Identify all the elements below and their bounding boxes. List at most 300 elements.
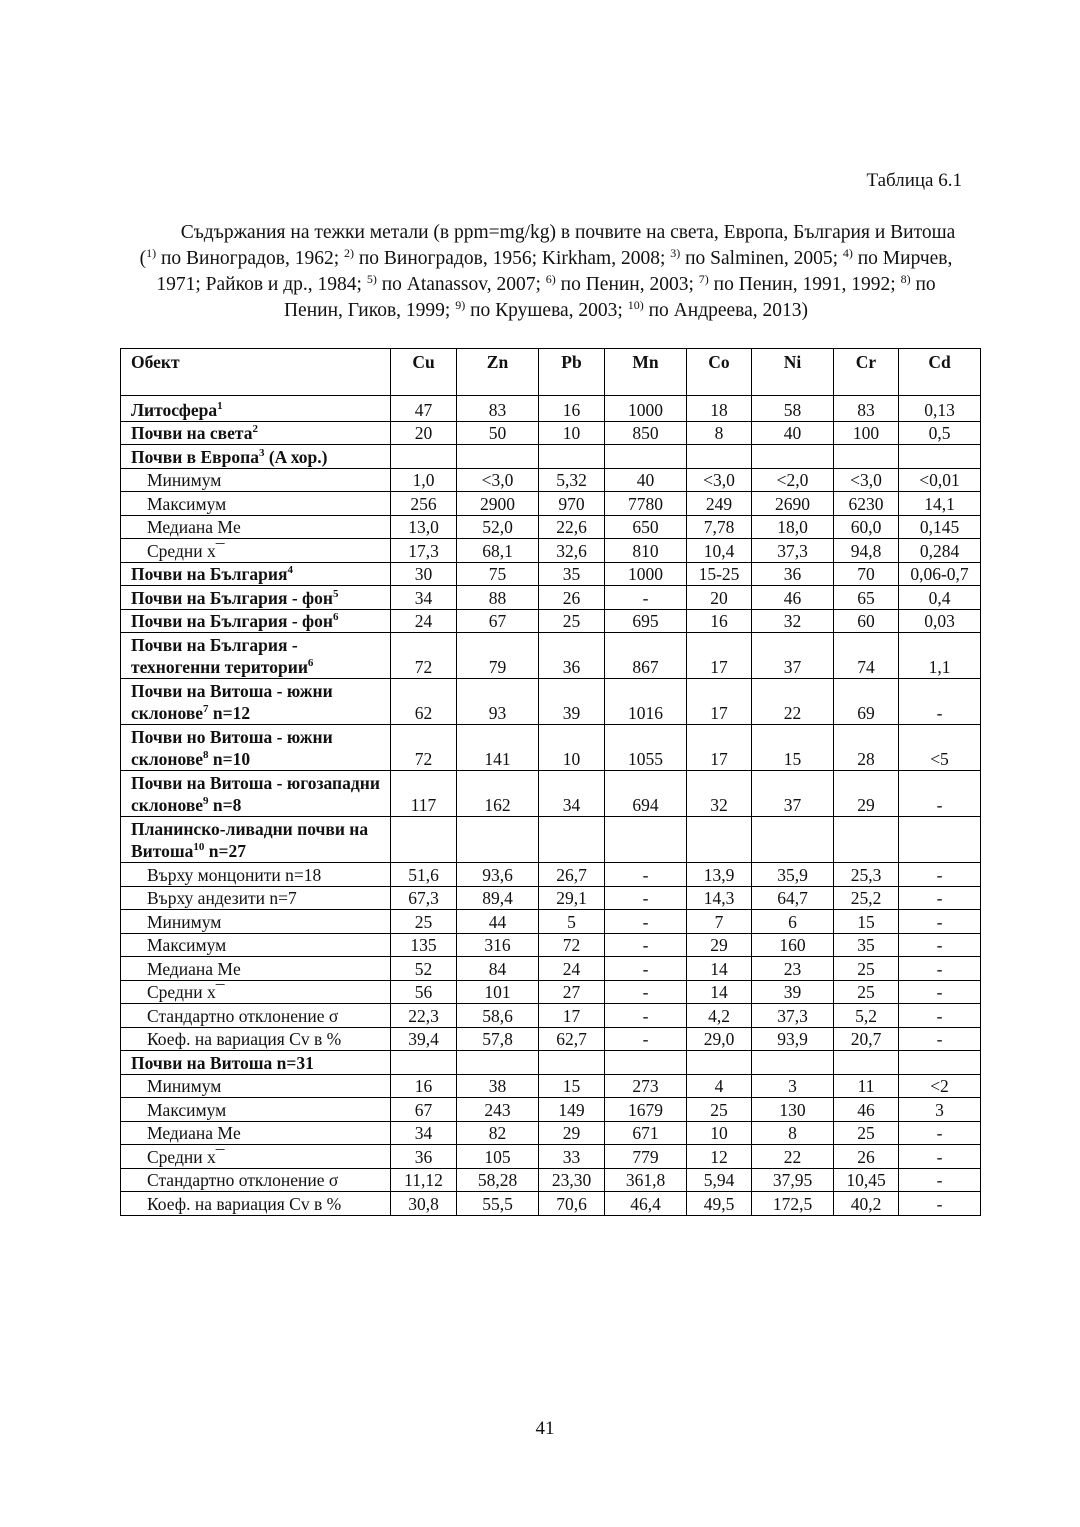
cell-pb: 72	[539, 933, 605, 957]
header-zn: Zn	[457, 349, 539, 396]
row-label-ref: 9	[203, 795, 209, 807]
row-label-suffix: n=8	[208, 795, 242, 815]
cell-ni: 37	[752, 771, 834, 817]
caption-ref-number: 8)	[900, 272, 911, 286]
cell-cr	[834, 1051, 899, 1075]
cell-ni: 172,5	[752, 1192, 834, 1216]
cell-cr: 15	[834, 910, 899, 934]
cell-mn: 40	[605, 468, 687, 492]
row-label-text: Почви на Витоша - югозападни склонове	[131, 773, 380, 815]
cell-pb: 24	[539, 957, 605, 981]
row-label-text: Върху монцонити n=18	[147, 864, 322, 885]
cell-co: 249	[687, 492, 752, 516]
cell-co: 4,2	[687, 1004, 752, 1028]
table-row	[121, 1168, 981, 1192]
row-label-text: Литосфера	[131, 399, 218, 420]
table-row	[121, 957, 981, 981]
cell-cd: -	[899, 771, 981, 817]
cell-pb: 16	[539, 396, 605, 422]
cell-cu: 34	[391, 586, 457, 610]
cell-pb: 970	[539, 492, 605, 516]
header-cr: Cr	[834, 349, 899, 396]
cell-co: 14,3	[687, 886, 752, 910]
header-mn: Mn	[605, 349, 687, 396]
cell-pb	[539, 1051, 605, 1075]
cell-co: 29	[687, 933, 752, 957]
cell-ni: 8	[752, 1121, 834, 1145]
cell-pb: 26,7	[539, 863, 605, 887]
cell-mn	[605, 1051, 687, 1075]
cell-ni: 6	[752, 910, 834, 934]
table-row	[121, 933, 981, 957]
cell-cu	[391, 817, 457, 863]
cell-cu: 56	[391, 980, 457, 1004]
caption-ref-number: 6)	[545, 272, 556, 286]
caption-ref-text: по Андреева, 2013)	[643, 300, 809, 321]
row-label-text: Коеф. на вариация Cv в %	[147, 1193, 342, 1214]
row-label-text: Медиана Me	[147, 1123, 241, 1143]
cell-cr: 25,2	[834, 886, 899, 910]
cell-mn: -	[605, 1004, 687, 1028]
cell-cd: 0,06-0,7	[899, 562, 981, 586]
cell-pb: 29	[539, 1121, 605, 1145]
caption-ref-number: 2)	[343, 246, 354, 260]
cell-zn: 58,28	[457, 1168, 539, 1192]
caption-ref-number: 1)	[146, 246, 157, 260]
cell-ni	[752, 817, 834, 863]
row-label-text: Почви на Витоша n=31	[131, 1052, 314, 1073]
cell-mn: 7780	[605, 492, 687, 516]
header-object: Обект	[121, 349, 391, 396]
row-label	[121, 633, 391, 679]
cell-cr: 70	[834, 562, 899, 586]
cell-cu: 34	[391, 1121, 457, 1145]
cell-cd: -	[899, 1192, 981, 1216]
table-row	[121, 1192, 981, 1216]
caption-ref-number: 10)	[627, 298, 644, 312]
cell-pb: 62,7	[539, 1027, 605, 1051]
cell-ni: 32	[752, 609, 834, 633]
cell-cu: 16	[391, 1074, 457, 1098]
cell-co: 29,0	[687, 1027, 752, 1051]
cell-pb: 10	[539, 725, 605, 771]
cell-cd: 0,03	[899, 609, 981, 633]
cell-mn: 1000	[605, 396, 687, 422]
cell-ni: 93,9	[752, 1027, 834, 1051]
cell-cr: 74	[834, 633, 899, 679]
cell-mn: -	[605, 1027, 687, 1051]
cell-zn: 58,6	[457, 1004, 539, 1028]
cell-cu: 17,3	[391, 539, 457, 563]
cell-co: 13,9	[687, 863, 752, 887]
cell-co: 4	[687, 1074, 752, 1098]
row-label-text: Минимум	[147, 1076, 222, 1096]
row-label	[121, 492, 391, 516]
cell-cu: 20	[391, 421, 457, 445]
cell-zn: 89,4	[457, 886, 539, 910]
cell-mn: -	[605, 863, 687, 887]
table-row	[121, 1004, 981, 1028]
cell-pb: 36	[539, 633, 605, 679]
cell-co: 7	[687, 910, 752, 934]
table-row	[121, 609, 981, 633]
caption-ref-number: 7)	[698, 272, 709, 286]
cell-cd: 14,1	[899, 492, 981, 516]
table-row	[121, 886, 981, 910]
cell-mn: 273	[605, 1074, 687, 1098]
row-label	[121, 1074, 391, 1098]
cell-mn: 695	[605, 609, 687, 633]
cell-pb: 29,1	[539, 886, 605, 910]
cell-co: 49,5	[687, 1192, 752, 1216]
cell-co: 7,78	[687, 515, 752, 539]
cell-cr: 28	[834, 725, 899, 771]
cell-zn: 316	[457, 933, 539, 957]
table-row	[121, 771, 981, 817]
table-row	[121, 1098, 981, 1122]
row-label-text: Почви на Витоша - южни склонове	[131, 681, 333, 723]
row-label-suffix: n=27	[204, 841, 246, 861]
row-label-text: Планинско-ливадни почви на Витоша	[131, 819, 369, 861]
row-label-text: Почви но Витоша - южни склонове	[131, 727, 333, 769]
row-label-ref: 2	[252, 423, 258, 435]
caption-ref-number: 3)	[670, 246, 681, 260]
cell-cr: 25	[834, 980, 899, 1004]
cell-cu: 72	[391, 633, 457, 679]
cell-zn	[457, 445, 539, 469]
row-label	[121, 725, 391, 771]
cell-mn: 850	[605, 421, 687, 445]
cell-co: 10,4	[687, 539, 752, 563]
cell-zn: 67	[457, 609, 539, 633]
cell-zn: 101	[457, 980, 539, 1004]
cell-zn: 93	[457, 679, 539, 725]
cell-pb: 10	[539, 421, 605, 445]
row-label-ref: 8	[203, 749, 209, 761]
cell-zn: 162	[457, 771, 539, 817]
cell-cd: -	[899, 1121, 981, 1145]
cell-cd	[899, 817, 981, 863]
caption-ref-text: по Atanassov, 2007;	[376, 274, 546, 295]
cell-pb: 34	[539, 771, 605, 817]
table-header-row	[121, 349, 981, 396]
table-row	[121, 586, 981, 610]
cell-ni: 18,0	[752, 515, 834, 539]
row-label-text: Коеф. на вариация Cv в %	[147, 1029, 342, 1049]
cell-cd: <0,01	[899, 468, 981, 492]
cell-cu: 39,4	[391, 1027, 457, 1051]
cell-ni: 23	[752, 957, 834, 981]
cell-co: 15-25	[687, 562, 752, 586]
cell-co	[687, 1051, 752, 1075]
cell-cd: <2	[899, 1074, 981, 1098]
cell-cr: 26	[834, 1145, 899, 1169]
cell-cd: -	[899, 886, 981, 910]
cell-co: 18	[687, 396, 752, 422]
row-label-ref: 6	[333, 611, 339, 623]
cell-pb: 32,6	[539, 539, 605, 563]
row-label-text: Почви на България - фон	[131, 611, 333, 631]
cell-ni: 3	[752, 1074, 834, 1098]
cell-cr: 11	[834, 1074, 899, 1098]
cell-cd: 0,284	[899, 539, 981, 563]
row-label	[121, 886, 391, 910]
cell-zn: 68,1	[457, 539, 539, 563]
table-row	[121, 679, 981, 725]
row-label-text: Максимум	[147, 493, 227, 514]
cell-pb	[539, 445, 605, 469]
cell-co: <3,0	[687, 468, 752, 492]
caption-ref-text: по Мирчев, 1971; Райков и др., 1984;	[156, 248, 953, 295]
row-label-ref: 4	[287, 564, 293, 576]
row-label-text: Почви на света	[131, 423, 253, 443]
table-row	[121, 445, 981, 469]
cell-mn: 867	[605, 633, 687, 679]
cell-pb: 39	[539, 679, 605, 725]
cell-cu: 25	[391, 910, 457, 934]
cell-cu	[391, 1051, 457, 1075]
cell-cr: 60	[834, 609, 899, 633]
cell-pb: 26	[539, 586, 605, 610]
cell-cd: 0,145	[899, 515, 981, 539]
cell-cr: 83	[834, 396, 899, 422]
cell-cu: 36	[391, 1145, 457, 1169]
cell-cu: 47	[391, 396, 457, 422]
table-row	[121, 515, 981, 539]
row-label	[121, 771, 391, 817]
table-label: Таблица 6.1	[866, 170, 962, 191]
cell-mn: -	[605, 586, 687, 610]
cell-pb: 25	[539, 609, 605, 633]
cell-cd: -	[899, 1168, 981, 1192]
cell-ni: 46	[752, 586, 834, 610]
cell-cr: 10,45	[834, 1168, 899, 1192]
cell-zn: <3,0	[457, 468, 539, 492]
row-label-text: Медиана Me	[147, 958, 241, 979]
cell-cr: <3,0	[834, 468, 899, 492]
cell-zn: 79	[457, 633, 539, 679]
cell-zn: 55,5	[457, 1192, 539, 1216]
cell-zn: 38	[457, 1074, 539, 1098]
cell-mn: 810	[605, 539, 687, 563]
cell-cu: 117	[391, 771, 457, 817]
row-label-text: Максимум	[147, 1099, 227, 1120]
cell-cu: 1,0	[391, 468, 457, 492]
cell-cd: 3	[899, 1098, 981, 1122]
table-row	[121, 910, 981, 934]
cell-ni: 37,3	[752, 539, 834, 563]
caption-intro: Съдържания на тежки метали (в ppm=mg/kg) в почвите на света, Европа, България и Витоша (	[139, 222, 956, 269]
cell-cu: 72	[391, 725, 457, 771]
table-caption	[128, 220, 964, 324]
cell-ni: 160	[752, 933, 834, 957]
cell-cu: 30,8	[391, 1192, 457, 1216]
cell-cr: 6230	[834, 492, 899, 516]
row-label-ref: 3	[258, 446, 265, 459]
cell-ni: 2690	[752, 492, 834, 516]
cell-cu: 30	[391, 562, 457, 586]
cell-pb	[539, 817, 605, 863]
cell-cr: 65	[834, 586, 899, 610]
cell-ni	[752, 1051, 834, 1075]
cell-ni: 15	[752, 725, 834, 771]
table-row	[121, 1051, 981, 1075]
row-label	[121, 539, 391, 563]
row-label	[121, 586, 391, 610]
cell-co: 32	[687, 771, 752, 817]
cell-zn: 82	[457, 1121, 539, 1145]
table-row	[121, 1121, 981, 1145]
row-label	[121, 1051, 391, 1075]
row-label	[121, 468, 391, 492]
cell-mn: -	[605, 886, 687, 910]
cell-cu: 62	[391, 679, 457, 725]
row-label	[121, 562, 391, 586]
cell-cu: 67	[391, 1098, 457, 1122]
cell-mn: 46,4	[605, 1192, 687, 1216]
cell-ni: 22	[752, 1145, 834, 1169]
caption-ref-text: по Пенин, 1991, 1992;	[708, 274, 901, 295]
cell-co: 8	[687, 421, 752, 445]
cell-ni: 36	[752, 562, 834, 586]
cell-pb: 15	[539, 1074, 605, 1098]
caption-ref-number: 9)	[455, 298, 466, 312]
row-label	[121, 863, 391, 887]
row-label-ref: 6	[307, 657, 314, 669]
cell-pb: 35	[539, 562, 605, 586]
cell-cd: -	[899, 910, 981, 934]
table-row	[121, 863, 981, 887]
cell-pb: 27	[539, 980, 605, 1004]
cell-co: 17	[687, 725, 752, 771]
caption-ref-number: 5)	[366, 272, 377, 286]
cell-mn: 361,8	[605, 1168, 687, 1192]
row-label	[121, 1168, 391, 1192]
cell-cd: -	[899, 679, 981, 725]
row-label-suffix: n=12	[208, 703, 251, 723]
caption-ref-text: по Виноградов, 1956; Kirkham, 2008;	[353, 248, 671, 269]
cell-cu: 256	[391, 492, 457, 516]
cell-mn	[605, 817, 687, 863]
cell-cr: 46	[834, 1098, 899, 1122]
row-label-text: Максимум	[147, 935, 227, 955]
row-label	[121, 1192, 391, 1216]
table-row	[121, 468, 981, 492]
row-label-text: Почви на България - техногенни територии	[131, 635, 308, 677]
cell-ni: 37,95	[752, 1168, 834, 1192]
cell-ni: 64,7	[752, 886, 834, 910]
cell-mn: 1055	[605, 725, 687, 771]
table-row	[121, 1145, 981, 1169]
cell-mn: 1679	[605, 1098, 687, 1122]
row-label	[121, 1098, 391, 1122]
cell-pb: 70,6	[539, 1192, 605, 1216]
row-label	[121, 910, 391, 934]
header-cu: Cu	[391, 349, 457, 396]
cell-cr: 29	[834, 771, 899, 817]
cell-co: 14	[687, 957, 752, 981]
row-label-ref: 7	[203, 703, 209, 715]
caption-ref-text: по Salminen, 2005;	[680, 248, 843, 269]
cell-mn: -	[605, 957, 687, 981]
cell-cd: 0,5	[899, 421, 981, 445]
header-co: Co	[687, 349, 752, 396]
cell-cd: -	[899, 980, 981, 1004]
cell-cd: 0,4	[899, 586, 981, 610]
cell-ni: 58	[752, 396, 834, 422]
cell-zn: 105	[457, 1145, 539, 1169]
cell-co: 10	[687, 1121, 752, 1145]
cell-cu	[391, 445, 457, 469]
cell-co	[687, 445, 752, 469]
row-label	[121, 957, 391, 981]
cell-cu: 135	[391, 933, 457, 957]
cell-cr: 25	[834, 957, 899, 981]
cell-zn: 93,6	[457, 863, 539, 887]
heavy-metals-table	[120, 348, 981, 1216]
caption-ref-text: по Пенин, 2003;	[555, 274, 699, 295]
row-label	[121, 679, 391, 725]
cell-co: 20	[687, 586, 752, 610]
caption-ref-text: по Виноградов, 1962;	[156, 248, 344, 269]
row-label-text: Почви в Европа	[131, 446, 259, 467]
cell-mn: -	[605, 980, 687, 1004]
row-label	[121, 817, 391, 863]
cell-ni: 39	[752, 980, 834, 1004]
header-cd: Cd	[899, 349, 981, 396]
cell-ni	[752, 445, 834, 469]
cell-zn: 141	[457, 725, 539, 771]
cell-cr: 60,0	[834, 515, 899, 539]
cell-pb: 17	[539, 1004, 605, 1028]
row-label-text: Стандартно отклонение σ	[147, 1005, 339, 1026]
cell-cd: -	[899, 957, 981, 981]
cell-pb: 149	[539, 1098, 605, 1122]
row-label	[121, 1121, 391, 1145]
cell-mn: 1016	[605, 679, 687, 725]
cell-cr: 100	[834, 421, 899, 445]
cell-pb: 5,32	[539, 468, 605, 492]
row-label	[121, 396, 391, 422]
cell-cr: 69	[834, 679, 899, 725]
row-label-text: Почви на България - фон	[131, 587, 333, 608]
cell-cr: 25,3	[834, 863, 899, 887]
row-label	[121, 980, 391, 1004]
cell-zn	[457, 1051, 539, 1075]
caption-ref-number: 4)	[842, 246, 853, 260]
row-label-text: Стандартно отклонение σ	[147, 1170, 339, 1190]
table-row	[121, 421, 981, 445]
table-row	[121, 539, 981, 563]
row-label-text: Медиана Me	[147, 517, 241, 537]
table-row	[121, 725, 981, 771]
cell-cd: -	[899, 863, 981, 887]
cell-pb: 33	[539, 1145, 605, 1169]
header-pb: Pb	[539, 349, 605, 396]
header-ni: Ni	[752, 349, 834, 396]
cell-zn: 83	[457, 396, 539, 422]
page-number: 41	[535, 1418, 555, 1439]
cell-cd: -	[899, 1145, 981, 1169]
cell-mn: -	[605, 910, 687, 934]
cell-cd: -	[899, 1004, 981, 1028]
cell-co: 5,94	[687, 1168, 752, 1192]
row-label	[121, 421, 391, 445]
row-label-ref: 5	[333, 587, 339, 600]
cell-mn: 1000	[605, 562, 687, 586]
cell-cr	[834, 817, 899, 863]
cell-cd: -	[899, 1027, 981, 1051]
